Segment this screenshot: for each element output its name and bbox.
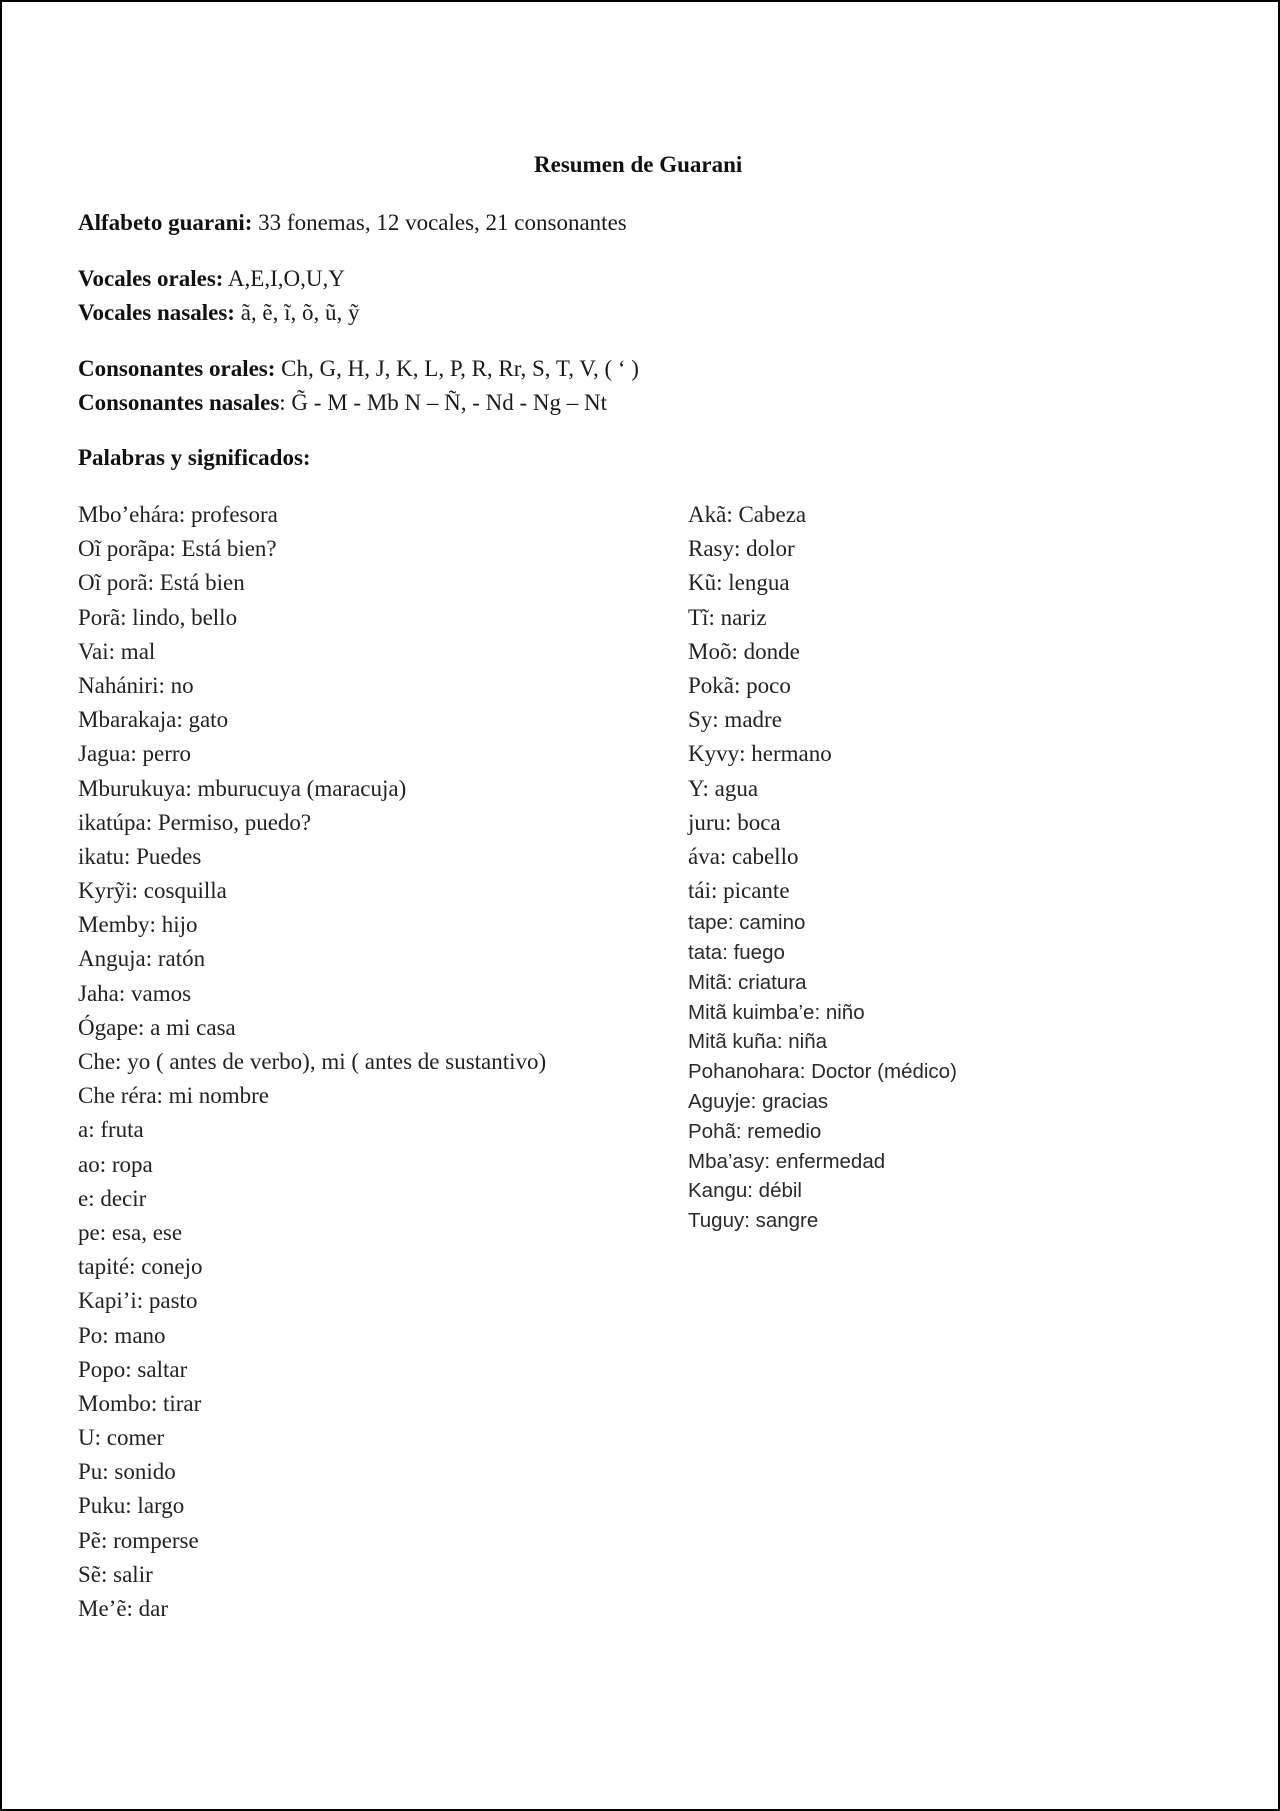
vocabulary-entry: Sẽ: salir [78, 1561, 153, 1587]
vocabulary-entry: ikatu: Puedes [78, 843, 202, 869]
vocabulary-entry: Ógape: a mi casa [78, 1014, 236, 1040]
vocabulary-entry: Jagua: perro [78, 741, 192, 767]
vocabulary-entry: Memby: hijo [78, 912, 198, 938]
vocabulary-entry: Popo: saltar [78, 1356, 188, 1382]
vocabulary-left-column [78, 498, 546, 1626]
vocabulary-entry: Nahániri: no [78, 672, 194, 698]
vocales-orales-value: A,E,I,O,U,Y [223, 266, 345, 291]
vocabulary-entry: U: comer [78, 1425, 165, 1451]
vocabulary-entry: Mitã kuimba’e: niño [688, 1000, 865, 1024]
vocabulary-entry: Kyrỹi: cosquilla [78, 878, 227, 904]
vocabulary-entry: Tuguy: sangre [688, 1209, 819, 1233]
consonantes-orales-line [78, 356, 639, 382]
alfabeto-value: 33 fonemas, 12 vocales, 21 consonantes [252, 210, 627, 235]
vocabulary-entry: juru: boca [688, 809, 781, 835]
vocabulary-entry: Sy: madre [688, 707, 782, 733]
vocabulary-entry: e: decir [78, 1185, 147, 1211]
vocabulary-entry: Kangu: débil [688, 1179, 802, 1203]
vocales-orales-line [78, 266, 345, 292]
vocabulary-entry: Anguja: ratón [78, 946, 206, 972]
vocabulary-entry: Che: yo ( antes de verbo), mi ( antes de sustantivo) [78, 1049, 547, 1074]
vocabulary-entry: Akã: Cabeza [688, 502, 807, 527]
document-title: Resumen de Guarani [534, 152, 743, 177]
vocabulary-entry: Che réra: mi nombre [78, 1083, 269, 1109]
vocabulary-entry: tái: picante [688, 878, 790, 904]
vocabulary-entry: Puku: largo [78, 1493, 185, 1519]
vocabulary-entry: Pohanohara: Doctor (médico) [688, 1060, 957, 1084]
vocabulary-entry: Kũ: lengua [688, 570, 790, 596]
vocabulary-entry: tata: fuego [688, 941, 785, 965]
vocabulary-entry: Me’ẽ: dar [78, 1596, 169, 1621]
consonantes-orales-label: Consonantes orales: [78, 356, 276, 381]
vocabulary-entry: Pokã: poco [688, 672, 791, 698]
alfabeto-label: Alfabeto guarani: [78, 210, 253, 235]
vocabulary-entry: tape: camino [688, 911, 806, 935]
vocabulary-entry: Kyvy: hermano [688, 741, 832, 767]
vocabulary-entry: Aguyje: gracias [688, 1090, 829, 1114]
vocabulary-entry: Jaha: vamos [78, 980, 192, 1006]
vocabulary-entry: Y: agua [688, 775, 759, 801]
vocales-nasales-value: ã, ẽ, ĩ, õ, ũ, ỹ [234, 300, 360, 325]
alfabeto-line [78, 210, 627, 236]
vocabulary-entry: tapité: conejo [78, 1254, 203, 1280]
vocabulary-entry: pe: esa, ese [78, 1219, 183, 1245]
vocabulary-entry: ikatúpa: Permiso, puedo? [78, 809, 312, 835]
vocabulary-entry: Mombo: tirar [78, 1390, 202, 1416]
vocabulary-entry: Kapi’i: pasto [78, 1288, 198, 1314]
vocabulary-entry: Vai: mal [78, 638, 156, 664]
vocabulary-entry: Mba’asy: enfermedad [688, 1149, 886, 1173]
palabras-heading-line [78, 445, 311, 471]
palabras-heading: Palabras y significados: [78, 445, 311, 470]
vocabulary-entry: Mitã: criatura [688, 970, 807, 994]
vocabulary-entry: Pu: sonido [78, 1459, 176, 1485]
vocabulary-entry: Oĩ porãpa: Está bien? [78, 536, 277, 562]
vocabulary-entry: Oĩ porã: Está bien [78, 570, 245, 596]
vocabulary-entry: Mbo’ehára: profesora [78, 502, 278, 527]
consonantes-nasales-label: Consonantes nasales [78, 390, 280, 415]
vocales-nasales-line [78, 300, 360, 326]
vocales-nasales-label: Vocales nasales: [78, 300, 235, 325]
vocabulary-entry: Pẽ: romperse [78, 1527, 199, 1553]
vocabulary-entry: Moõ: donde [688, 638, 800, 664]
vocabulary-right-column [688, 498, 957, 1236]
vocabulary-entry: Po: mano [78, 1322, 166, 1348]
vocabulary-entry: Rasy: dolor [688, 536, 795, 562]
consonantes-orales-value: Ch, G, H, J, K, L, P, R, Rr, S, T, V, ( ‘ ) [275, 356, 639, 381]
vocabulary-entry: Mitã kuña: niña [688, 1030, 828, 1054]
vocabulary-entry: ao: ropa [78, 1151, 153, 1177]
vocabulary-entry: Tĩ: nariz [688, 604, 767, 630]
consonantes-nasales-line [78, 390, 607, 416]
vocabulary-entry: Mbarakaja: gato [78, 707, 229, 733]
vocabulary-entry: Pohã: remedio [688, 1119, 822, 1143]
vocabulary-entry: Mburukuya: mburucuya (maracuja) [78, 775, 407, 801]
vocabulary-entry: áva: cabello [688, 843, 799, 869]
vocales-orales-label: Vocales orales: [78, 266, 224, 291]
vocabulary-entry: Porã: lindo, bello [78, 604, 238, 630]
vocabulary-entry: a: fruta [78, 1117, 144, 1143]
consonantes-nasales-value: : G̃ - M - Mb N – Ñ, - Nd - Ng – Nt [279, 390, 608, 415]
